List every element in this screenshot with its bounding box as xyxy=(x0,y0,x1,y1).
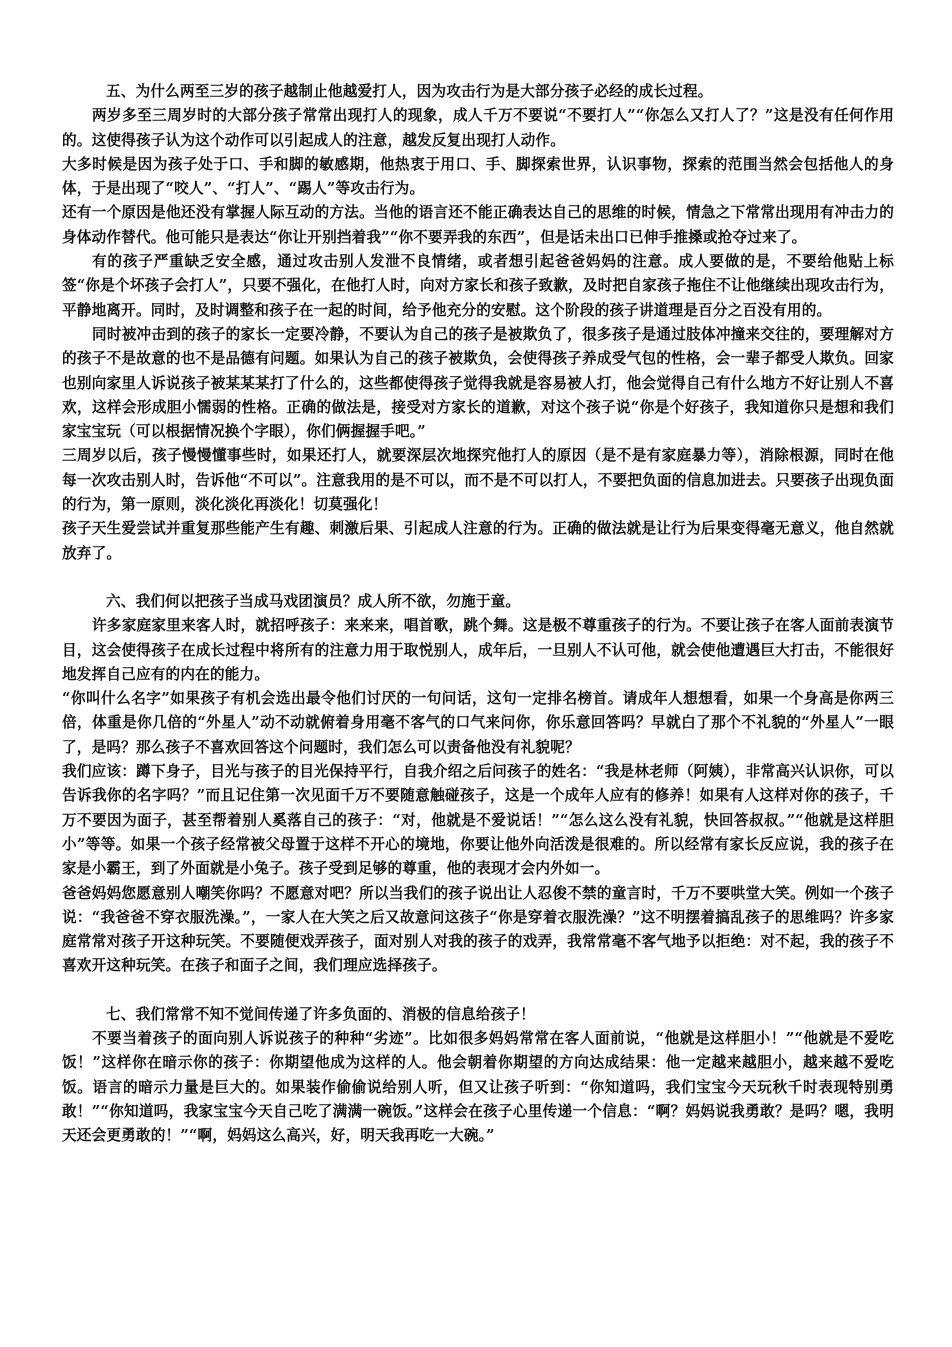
paragraph: 两岁多至三周岁时的大部分孩子常常出现打人的现象，成人千万不要说“不要打人”“你怎么又打人了？”这是没有任何作用的。这使得孩子认为这个动作可以引起成人的注意，越发反复出现打人动作。 xyxy=(62,107,894,149)
paragraph: “你叫什么名字”如果孩子有机会选出最令他们讨厌的一句问话，这句一定排名榜首。请成年人想想看，如果一个身高是你两三倍，体重是你几倍的“外星人”动不动就俯着身用毫不客气的口气来问你，你乐意回答吗？早就白了那个不礼貌的“外星人”一眼了，是吗？那么孩子不喜欢回答这个问题时，我们怎么可以责备他没有礼貌呢？ xyxy=(62,690,894,756)
section-6 xyxy=(62,590,894,979)
section-heading: 六、我们何以把孩子当成马戏团演员？成人所不欲，勿施于童。 xyxy=(106,592,521,610)
paragraph: 我们应该：蹲下身子，目光与孩子的目光保持平行，自我介绍之后问孩子的姓名：“我是林老师（阿姨），非常高兴认识你，可以告诉我你的名字吗？”而且记住第一次见面千万不要随意触碰孩子，这是一个成年人应有的修养！如果有人这样对你的孩子，千万不要因为面子，甚至帮着别人奚落自己的孩子：“对，他就是不爱说话！”“怎么这么没有礼貌，快回答叔叔。”“他就是这样胆小”等等。如果一个孩子经常被父母置于这样不开心的境地，你要让他外向活泼是很难的。所以经常有家长反应说，我的孩子在家是小霸王，到了外面就是小兔子。孩子受到足够的尊重，他的表现才会内外如一。 xyxy=(62,763,894,878)
section-heading: 七、我们常常不知不觉间传递了许多负面的、消极的信息给孩子！ xyxy=(106,1005,536,1023)
paragraph: 孩子天生爱尝试并重复那些能产生有趣、刺激后果、引起成人注意的行为。正确的做法就是让行为后果变得毫无意义，他自然就放弃了。 xyxy=(62,520,894,562)
paragraph: 爸爸妈妈您愿意别人嘲笑你吗？不愿意对吧？所以当我们的孩子说出让人忍俊不禁的童言时，千万不要哄堂大笑。例如一个孩子说：“我爸爸不穿衣服洗澡。”，一家人在大笑之后又故意问这孩子“你是穿着衣服洗澡？”这不明摆着搞乱孩子的思维吗？许多家庭常常对孩子开这种玩笑。不要随便戏弄孩子，面对别人对我的孩子的戏弄，我常常毫不客气地予以拒绝：对不起，我的孩子不喜欢开这种玩笑。在孩子和面子之间，我们理应选择孩子。 xyxy=(62,884,894,975)
paragraph: 有的孩子严重缺乏安全感，通过攻击别人发泄不良情绪，或者想引起爸爸妈妈的注意。成人要做的是，不要给他贴上标签“你是个坏孩子会打人”，只要不强化，在他打人时，向对方家长和孩子致歉，及时把自家孩子拖住不让他继续出现攻击行为，平静地离开。同时，及时调整和孩子在一起的时间，给予他充分的安慰。这个阶段的孩子讲道理是百分之百没有用的。 xyxy=(62,253,894,319)
section-heading: 五、为什么两至三岁的孩子越制止他越爱打人，因为攻击行为是大部分孩子必经的成长过程。 xyxy=(106,83,713,100)
section-5 xyxy=(62,80,894,566)
paragraph: 同时被冲击到的孩子的家长一定要冷静，不要认为自己的孩子是被欺负了，很多孩子是通过肢体冲撞来交往的，要理解对方的孩子不是故意的也不是品德有问题。如果认为自己的孩子被欺负，会使得孩子养成受气包的性格，会一辈子都受人欺负。回家也别向家里人诉说孩子被某某某打了什么的，这些都使得孩子觉得我就是容易被人打，他会觉得自己有什么地方不好让别人不喜欢，这样会形成胆小懦弱的性格。正确的做法是，接受对方家长的道歉，对这个孩子说“你是个好孩子，我知道你只是想和我们家宝宝玩（可以根据情况换个字眼），你们俩握握手吧。” xyxy=(62,325,894,441)
paragraph: 还有一个原因是他还没有掌握人际互动的方法。当他的语言还不能正确表达自己的思维的时候，情急之下常常出现用有冲击力的身体动作替代。他可能只是表达“你让开别挡着我”“你不要弄我的东西”，但是话未出口已伸手推搡或抢夺过来了。 xyxy=(62,204,894,246)
paragraph: 许多家庭家里来客人时，就招呼孩子：来来来，唱首歌，跳个舞。这是极不尊重孩子的行为。不要让孩子在客人面前表演节目，这会使得孩子在成长过程中将所有的注意力用于取悦别人，成年后，一旦别人不认可他，就会使他遭遇巨大打击，不能很好地发挥自己应有的内在的能力。 xyxy=(62,617,894,683)
section-7 xyxy=(62,1003,894,1149)
paragraph: 大多时候是因为孩子处于口、手和脚的敏感期，他热衷于用口、手、脚探索世界，认识事物，探索的范围当然会包括他人的身体，于是出现了“咬人”、“打人”、“踢人”等攻击行为。 xyxy=(62,155,894,198)
paragraph: 不要当着孩子的面向别人诉说孩子的种种“劣迹”。比如很多妈妈常常在客人面前说，“他就是这样胆小！”“他就是不爱吃饭！”这样你在暗示你的孩子：你期望他成为这样的人。他会朝着你期望的方向达成结果：他一定越来越胆小，越来越不爱吃饭。语言的暗示力量是巨大的。如果装作偷偷说给别人听，但又让孩子听到：“你知道吗，我们宝宝今天玩秋千时表现特别勇敢！”“你知道吗，我家宝宝今天自己吃了满满一碗饭。”这样会在孩子心里传递一个信息：“啊？妈妈说我勇敢？是吗？嗯，我明天还会更勇敢的！”“啊，妈妈这么高兴，好，明天我再吃一大碗。” xyxy=(62,1029,894,1145)
paragraph: 三周岁以后，孩子慢慢懂事些时，如果还打人，就要深层次地探究他打人的原因（是不是有家庭暴力等），消除根源，同时在他每一次攻击别人时，告诉他“不可以”。注意我用的是不可以，而不是不可以打人，不要把负面的信息加进去。只要孩子出现负面的行为，第一原则，淡化淡化再淡化！切莫强化！ xyxy=(62,447,894,514)
